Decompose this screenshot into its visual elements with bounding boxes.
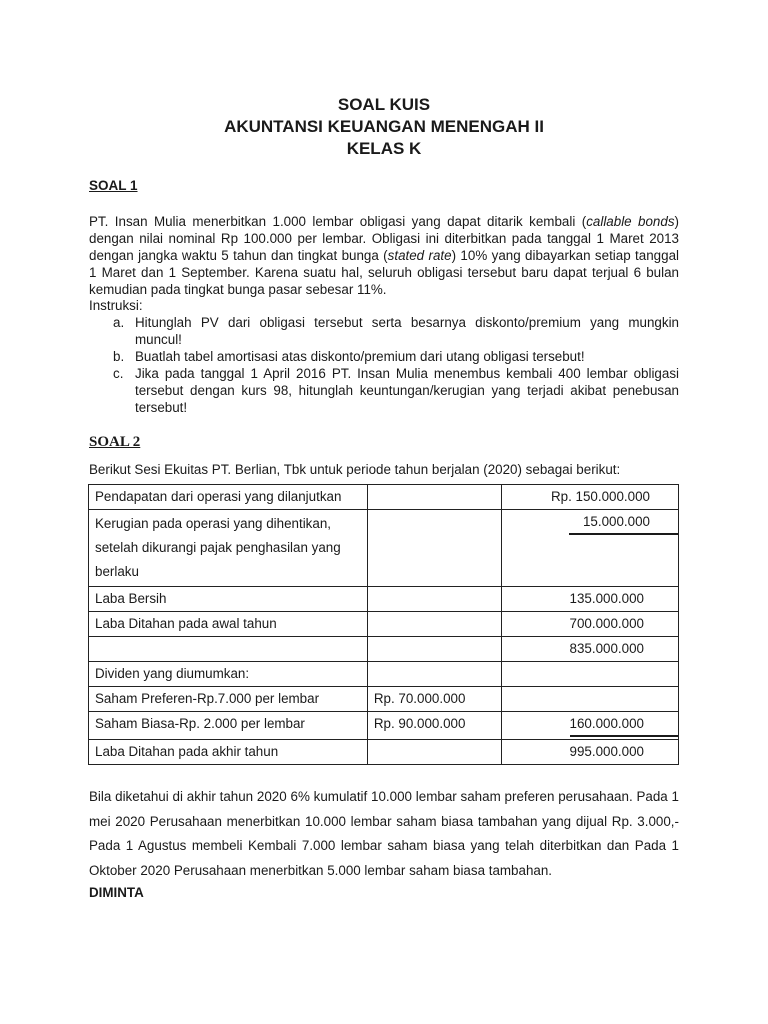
- row-amount: [501, 587, 678, 612]
- row-amount: [501, 510, 678, 587]
- row-mid: [367, 510, 501, 587]
- table-row: [89, 510, 679, 587]
- soal1-text-callable: callable bonds: [586, 214, 675, 229]
- row-mid: [367, 740, 501, 765]
- soal1-heading: SOAL 1: [89, 178, 138, 193]
- list-marker: c.: [113, 366, 124, 381]
- amount-value: Rp. 150.000.000: [550, 489, 650, 504]
- row-mid: [367, 637, 501, 662]
- table-row: [89, 740, 679, 765]
- soal1-paragraph: [89, 213, 679, 298]
- row-label: Saham Preferen-Rp.7.000 per lembar: [89, 687, 368, 712]
- amount-value: 835.000.000: [569, 641, 644, 656]
- row-label: Pendapatan dari operasi yang dilanjutkan: [89, 485, 368, 510]
- row-mid: Rp. 90.000.000: [367, 712, 501, 740]
- table-row: [89, 485, 679, 510]
- list-item: [89, 314, 679, 348]
- list-item-text: Buatlah tabel amortisasi atas diskonto/premium dari utang obligasi tersebut!: [135, 349, 585, 364]
- soal1-text-c: ) dengan nilai nominal Rp 100.000 per lembar. Obligasi ini diterbitkan pada tanggal 1 Maret 2013 dengan jangka waktu 5 tahun dan tingkat bunga (: [89, 214, 679, 263]
- class-title: KELAS K: [346, 139, 422, 158]
- soal1-text-stated-rate: stated rate: [387, 248, 452, 263]
- title-block: [0, 94, 768, 160]
- row-label: Laba Bersih: [89, 587, 368, 612]
- row-amount: [501, 637, 678, 662]
- amount-value-underlined: 15.000.000: [569, 512, 678, 535]
- doc-title: SOAL KUIS: [337, 95, 431, 114]
- table-row: [89, 637, 679, 662]
- row-amount: [501, 740, 678, 765]
- row-mid: Rp. 70.000.000: [367, 687, 501, 712]
- list-marker: b.: [113, 349, 125, 364]
- soal2-description: Bila diketahui di akhir tahun 2020 6% kumulatif 10.000 lembar saham preferen perusahaan. Pada 1 mei 2020 Perusahaan menerbitkan 10.000 lembar saham biasa tambahan yang dijual Rp. 3.000,- Pada 1 Agustus membeli Kembali 7.000 lembar saham biasa yang telah diterbitkan dan Pada 1 Oktober 2020 Perusahaan menerbitkan 5.000 lembar saham biasa tambahan.: [89, 789, 679, 878]
- soal1-text-a: PT. Insan Mulia menerbitkan 1.000 lembar obligasi yang dapat ditarik kembali (: [89, 214, 587, 229]
- course-title: AKUNTANSI KEUANGAN MENENGAH II: [224, 117, 544, 136]
- row-amount: [501, 662, 678, 687]
- soal2-intro: Berikut Sesi Ekuitas PT. Berlian, Tbk untuk periode tahun berjalan (2020) sebagai berikut:: [89, 462, 621, 477]
- list-item-text: Jika pada tanggal 1 April 2016 PT. Insan Mulia menembus kembali 400 lembar obligasi tersebut dengan kurs 98, hitunglah keuntungan/kerugian yang terjadi akibat penebusan tersebut!: [135, 366, 679, 415]
- row-mid: [367, 612, 501, 637]
- amount-value: 700.000.000: [569, 616, 644, 631]
- row-label: Laba Ditahan pada akhir tahun: [89, 740, 368, 765]
- row-amount: [501, 712, 678, 740]
- table-row: [89, 712, 679, 740]
- soal1-text-e: ) 10% yang dibayarkan setiap tanggal 1 Maret dan 1 September. Karena suatu hal, seluruh obligasi tersebut baru dapat terjual 6 bulan kemudian pada tingkat bunga pasar sebesar 11%.: [89, 248, 679, 297]
- row-mid: [367, 587, 501, 612]
- instruksi-label: Instruksi:: [89, 298, 143, 313]
- list-item-text: Hitunglah PV dari obligasi tersebut serta besarnya diskonto/premium yang mungkin muncul!: [135, 315, 679, 347]
- list-item: [89, 348, 679, 365]
- row-amount: [501, 687, 678, 712]
- diminta-label: DIMINTA: [89, 885, 144, 900]
- row-label: Kerugian pada operasi yang dihentikan, setelah dikurangi pajak penghasilan yang berlaku: [89, 510, 368, 587]
- row-mid: [367, 662, 501, 687]
- equity-table: [88, 484, 679, 765]
- row-label: Laba Ditahan pada awal tahun: [89, 612, 368, 637]
- table-row: [89, 587, 679, 612]
- row-mid: [367, 485, 501, 510]
- row-label: Saham Biasa-Rp. 2.000 per lembar: [89, 712, 368, 740]
- row-amount: [501, 485, 678, 510]
- table-row: [89, 662, 679, 687]
- list-marker: a.: [113, 315, 125, 330]
- amount-value-underlined: 160.000.000: [570, 714, 678, 737]
- row-amount: [501, 612, 678, 637]
- instruksi-list: [89, 314, 679, 416]
- list-item: [89, 365, 679, 416]
- row-label: Dividen yang diumumkan:: [89, 662, 368, 687]
- row-label: [89, 637, 368, 662]
- table-row: [89, 687, 679, 712]
- soal2-heading: SOAL 2: [89, 434, 141, 450]
- amount-value: 995.000.000: [569, 744, 644, 759]
- table-row: [89, 612, 679, 637]
- amount-value: 135.000.000: [569, 591, 644, 606]
